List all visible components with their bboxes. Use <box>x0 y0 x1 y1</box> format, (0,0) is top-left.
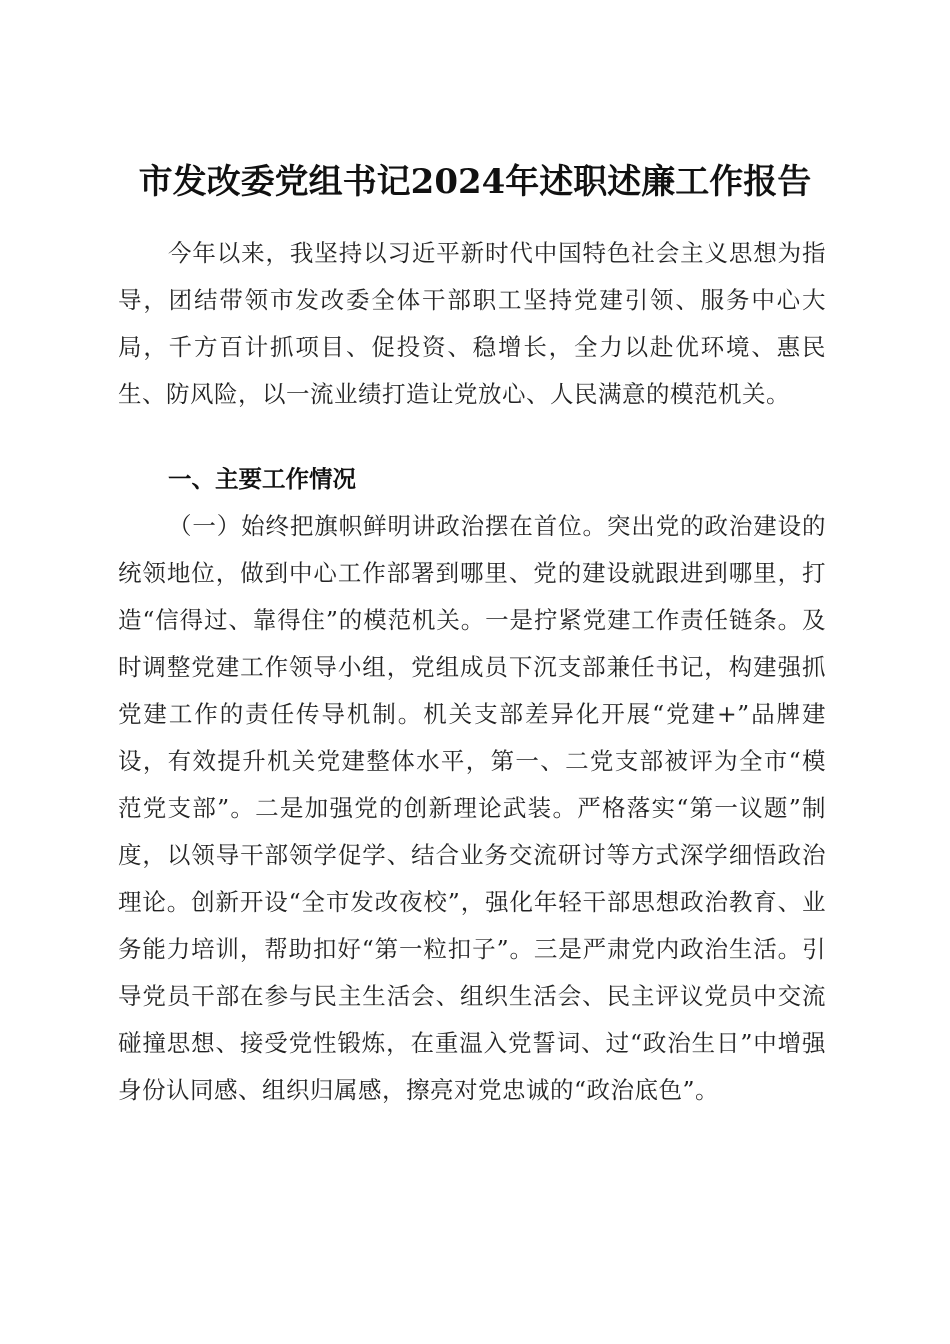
intro-paragraph: 今年以来，我坚持以习近平新时代中国特色社会主义思想为指导，团结带领市发改委全体干部职工坚持党建引领、服务中心大局，千方百计抓项目、促投资、稳增长，全力以赴优环境、惠民生、防风险，以一流业绩打造让党放心、人民满意的模范机关。 <box>118 239 826 408</box>
document-title: 市发改委党组书记2024年述职述廉工作报告 <box>138 161 812 202</box>
section-heading: 一、主要工作情况 <box>168 465 356 493</box>
section-paragraph: （一）始终把旗帜鲜明讲政治摆在首位。突出党的政治建设的统领地位，做到中心工作部署到哪里、党的建设就跟进到哪里，打造“信得过、靠得住”的模范机关。一是拧紧党建工作责任链条。及时调整党建工作领导小组，党组成员下沉支部兼任书记，构建强抓党建工作的责任传导机制。机关支部差异化开展“党建+”品牌建设，有效提升机关党建整体水平，第一、二党支部被评为全市“模范党支部”。二是加强党的创新理论武装。严格落实“第一议题”制度，以领导干部领学促学、结合业务交流研讨等方式深学细悟政治理论。创新开设“全市发改夜校”，强化年轻干部思想政治教育、业务能力培训，帮助扣好“第一粒扣子”。三是严肃党内政治生活。引导党员干部在参与民主生活会、组织生活会、民主评议党员中交流碰撞思想、接受党性锻炼，在重温入党誓词、过“政治生日”中增强身份认同感、组织归属感，擦亮对党忠诚的“政治底色”。 <box>118 512 826 1104</box>
